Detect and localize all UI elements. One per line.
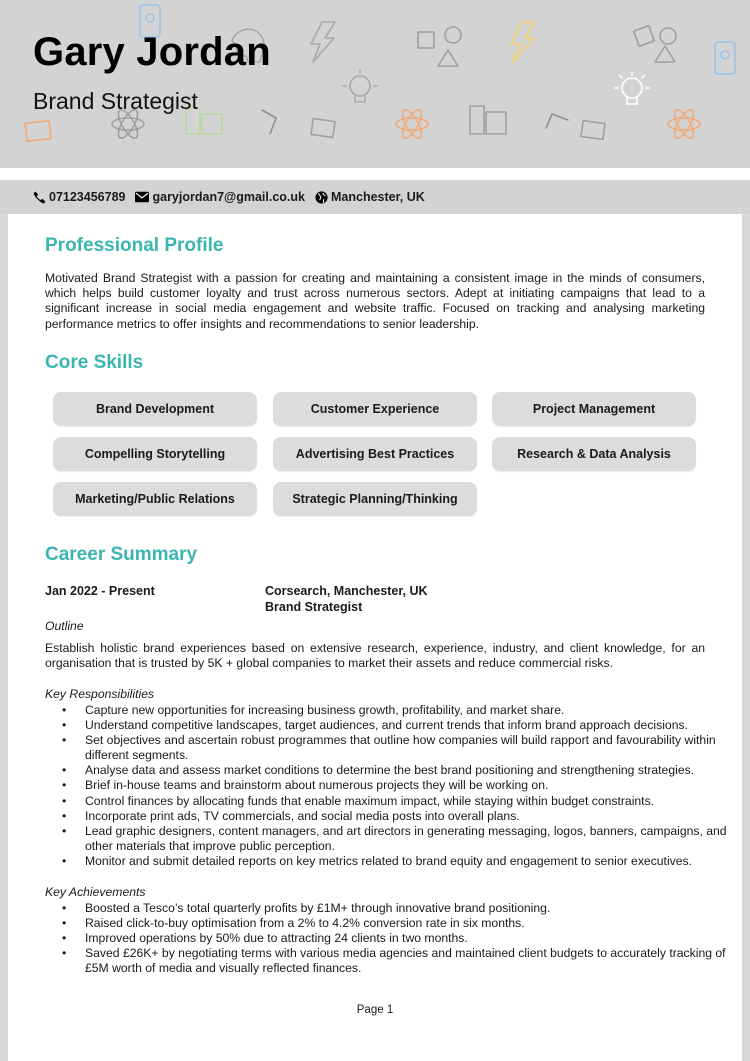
- atom-icon: [396, 107, 428, 141]
- decorative-icons-pattern: [0, 0, 750, 168]
- list-item: • Control finances by allocating funds that enable maximum impact, while staying within budget constraints.: [85, 794, 750, 809]
- resume-header: [0, 0, 750, 168]
- outline-text: Establish holistic brand experiences based on extensive research, experience, industry, and client knowledge, for an organisation that is trusted by 5K + global companies to market their assets and reduce commercial risks.: [45, 641, 705, 671]
- skill-pill: Customer Experience: [273, 392, 477, 426]
- contact-bar: [0, 180, 750, 214]
- job-company: Corsearch, Manchester, UK: [265, 584, 428, 598]
- folder-icon: [25, 121, 51, 141]
- skill-pill: Project Management: [492, 392, 696, 426]
- shapes-icon: [634, 26, 676, 62]
- lightbulb-icon: [343, 70, 377, 102]
- list-item: • Understand competitive landscapes, target audiences, and current trends that inform brand approach decisions.: [85, 718, 750, 733]
- list-item: • Incorporate print ads, TV commercials, and social media posts into overall plans.: [85, 809, 750, 824]
- skills-heading: Core Skills: [45, 352, 144, 373]
- list-item: • Analyse data and assess market conditions to determine the best brand positioning and strengthening strategies.: [85, 763, 750, 778]
- folder-icon: [581, 121, 605, 140]
- atom-icon: [668, 107, 700, 141]
- phone-icon: [715, 42, 735, 74]
- email-address: garyjordan7@gmail.co.uk: [152, 190, 305, 204]
- contact-location: [315, 190, 425, 204]
- lightbulb-icon: [615, 72, 649, 104]
- job-position: Brand Strategist: [265, 599, 363, 614]
- lightning-icon: [511, 22, 535, 62]
- location-text: Manchester, UK: [331, 190, 425, 204]
- candidate-name: Gary Jordan: [33, 30, 271, 74]
- profile-heading: Professional Profile: [45, 235, 224, 256]
- list-item: • Lead graphic designers, content managers, and art directors in generating messaging, logos, banners, campaigns, and other materials that improve public perception.: [85, 824, 750, 854]
- list-item: • Raised click-to-buy optimisation from a 2% to 4.2% conversion rate in six months.: [85, 916, 750, 931]
- list-item: • Monitor and submit detailed reports on key metrics related to brand equity and engagement to senior executives.: [85, 854, 750, 869]
- resume-body: [8, 214, 742, 1061]
- header-divider: [0, 168, 750, 180]
- angle-icon: [262, 110, 276, 134]
- responsibilities-list: [45, 703, 750, 869]
- phone-number: 07123456789: [49, 190, 126, 204]
- list-item: • Improved operations by 50% due to attracting 24 clients in two months.: [85, 931, 750, 946]
- skill-pill: Marketing/Public Relations: [53, 482, 257, 516]
- skill-pill: Advertising Best Practices: [273, 437, 477, 471]
- skill-pill: Research & Data Analysis: [492, 437, 696, 471]
- list-item: • Brief in-house teams and brainstorm about numerous projects they will be working on.: [85, 778, 750, 793]
- contact-email: [135, 190, 305, 204]
- phone-icon: [33, 191, 46, 204]
- shapes-icon: [418, 27, 461, 66]
- page-number: Page 1: [356, 1004, 394, 1016]
- skill-pill: Compelling Storytelling: [53, 437, 257, 471]
- career-heading: Career Summary: [45, 544, 198, 565]
- job-company-block: [265, 584, 428, 615]
- skill-pill: Strategic Planning/Thinking: [273, 482, 477, 516]
- job-date: Jan 2022 - Present: [45, 584, 155, 598]
- globe-icon: [315, 191, 328, 204]
- achievements-list: [45, 901, 750, 976]
- buildings-icon: [470, 106, 506, 134]
- candidate-role: Brand Strategist: [33, 88, 198, 114]
- contact-phone: [33, 190, 125, 204]
- envelope-icon: [135, 191, 149, 203]
- lightning-icon: [311, 22, 335, 62]
- profile-text: Motivated Brand Strategist with a passion for creating and maintaining a consistent image in the minds of consumers, which helps build customer loyalty and trust across numerous sectors. Adept at initiating campaigns that lead to a significant increase in social media engagement and website traffic. Focused on tracking and analysing marketing performance metrics to offer insights and recommendations to senior leadership.: [45, 271, 705, 331]
- skill-pill: Brand Development: [53, 392, 257, 426]
- responsibilities-label: Key Responsibilities: [45, 687, 155, 701]
- list-item: • Capture new opportunities for increasing business growth, profitability, and market share.: [85, 703, 750, 718]
- list-item: • Set objectives and ascertain robust programmes that outline how companies will build rapport and favourability within different segments.: [85, 733, 750, 763]
- folder-icon: [311, 119, 335, 138]
- list-item: • Saved £26K+ by negotiating terms with various media agencies and maintained client budgets to accurately tracking of £5M worth of media and visually reflected finances.: [85, 946, 750, 976]
- achievements-label: Key Achievements: [45, 885, 146, 899]
- outline-label: Outline: [45, 619, 84, 633]
- angle-icon: [546, 114, 568, 128]
- list-item: • Boosted a Tesco’s total quarterly profits by £1M+ through innovative brand positioning.: [85, 901, 750, 916]
